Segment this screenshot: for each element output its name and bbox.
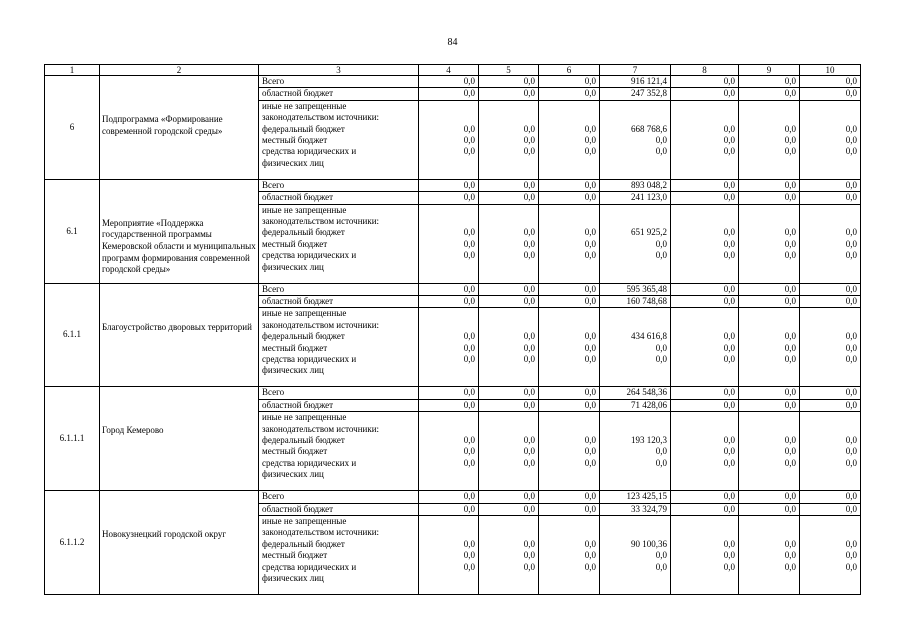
amount-value: 0,0 <box>655 446 667 457</box>
amount-value: 0,0 <box>584 250 596 261</box>
amount-cell: 160 748,68 <box>600 296 671 308</box>
column-header: 2 <box>100 65 259 76</box>
amount-cell <box>479 516 539 595</box>
amount-value: 0,0 <box>723 123 735 134</box>
funding-source: местный бюджет <box>262 134 328 145</box>
funding-source-cont: физических лиц <box>262 261 324 272</box>
amount-value: 0,0 <box>784 446 796 457</box>
amount-cell: 0,0 <box>739 491 800 503</box>
amount-cell: 0,0 <box>539 296 600 308</box>
amount-cell: 0,0 <box>419 491 479 503</box>
amount-cell: 0,0 <box>739 88 800 100</box>
funding-source-group <box>259 100 419 179</box>
amount-value: 0,0 <box>845 435 857 446</box>
amount-value: 0,0 <box>784 331 796 342</box>
amount-cell: 0,0 <box>419 88 479 100</box>
amount-value: 0,0 <box>463 550 475 561</box>
amount-cell: 0,0 <box>800 503 861 515</box>
amount-value: 0,0 <box>584 331 596 342</box>
funding-source-cont: физических лиц <box>262 365 324 376</box>
amount-value: 0,0 <box>463 250 475 261</box>
funding-source: местный бюджет <box>262 550 328 561</box>
amount-cell <box>539 412 600 491</box>
funding-source: федеральный бюджет <box>262 435 345 446</box>
amount-value: 0,0 <box>584 435 596 446</box>
funding-source-group <box>259 516 419 595</box>
amount-value: 0,0 <box>655 146 667 157</box>
amount-cell: 0,0 <box>800 88 861 100</box>
amount-cell: 0,0 <box>419 387 479 399</box>
funding-source: местный бюджет <box>262 446 328 457</box>
amount-value: 0,0 <box>463 446 475 457</box>
amount-cell: 0,0 <box>419 283 479 295</box>
amount-cell: 264 548,36 <box>600 387 671 399</box>
amount-value: 0,0 <box>845 134 857 145</box>
amount-cell <box>479 204 539 283</box>
amount-cell: 0,0 <box>539 179 600 191</box>
amount-cell <box>479 308 539 387</box>
amount-value: 0,0 <box>655 342 667 353</box>
amount-value: 0,0 <box>723 331 735 342</box>
amount-cell <box>739 516 800 595</box>
other-sources-label: законодательством источники: <box>262 112 380 123</box>
amount-value: 0,0 <box>463 354 475 364</box>
amount-value: 0,0 <box>463 146 475 157</box>
amount-cell: 0,0 <box>739 283 800 295</box>
amount-cell: 241 123,0 <box>600 192 671 204</box>
amount-value: 0,0 <box>784 550 796 561</box>
item-number: 6.1.1.1 <box>45 387 100 491</box>
amount-cell <box>600 204 671 283</box>
amount-value: 0,0 <box>723 250 735 261</box>
amount-value: 0,0 <box>655 238 667 249</box>
amount-value: 0,0 <box>784 250 796 261</box>
amount-value: 0,0 <box>584 146 596 157</box>
amount-cell <box>739 100 800 179</box>
funding-source-cont: физических лиц <box>262 573 324 584</box>
item-name: Город Кемерово <box>100 387 259 491</box>
amount-value: 0,0 <box>845 227 857 238</box>
table-row <box>45 76 861 88</box>
amount-cell: 0,0 <box>739 399 800 411</box>
amount-cell: 0,0 <box>739 76 800 88</box>
page-number: 84 <box>447 37 458 48</box>
amount-value: 0,0 <box>845 238 857 249</box>
funding-source: средства юридических и <box>262 146 357 157</box>
amount-value: 0,0 <box>845 123 857 134</box>
amount-cell: 0,0 <box>539 491 600 503</box>
other-sources-label: законодательством источники: <box>262 216 380 227</box>
amount-value: 0,0 <box>523 238 535 249</box>
amount-cell: 0,0 <box>671 88 739 100</box>
amount-value: 434 616,8 <box>631 331 667 342</box>
funding-source: Всего <box>259 491 419 503</box>
amount-cell: 0,0 <box>800 283 861 295</box>
amount-value: 0,0 <box>784 354 796 364</box>
amount-value: 0,0 <box>655 250 667 261</box>
budget-table <box>44 64 861 595</box>
amount-value: 0,0 <box>463 227 475 238</box>
amount-value: 0,0 <box>523 538 535 549</box>
amount-cell: 0,0 <box>739 192 800 204</box>
amount-cell <box>419 204 479 283</box>
amount-cell: 0,0 <box>671 503 739 515</box>
funding-source: средства юридических и <box>262 354 357 364</box>
amount-value: 0,0 <box>723 550 735 561</box>
amount-value: 0,0 <box>655 354 667 364</box>
column-header: 7 <box>600 65 671 76</box>
amount-cell: 0,0 <box>539 192 600 204</box>
funding-source: федеральный бюджет <box>262 331 345 342</box>
table-row <box>45 283 861 295</box>
amount-value: 0,0 <box>784 538 796 549</box>
other-sources-label: законодательством источники: <box>262 319 380 330</box>
amount-value: 651 925,2 <box>631 227 667 238</box>
amount-cell: 33 324,79 <box>600 503 671 515</box>
amount-cell: 0,0 <box>539 88 600 100</box>
amount-cell: 0,0 <box>671 179 739 191</box>
column-header: 10 <box>800 65 861 76</box>
amount-cell: 0,0 <box>479 387 539 399</box>
amount-cell <box>600 516 671 595</box>
amount-cell: 0,0 <box>479 179 539 191</box>
amount-value: 668 768,6 <box>631 123 667 134</box>
amount-cell <box>739 204 800 283</box>
amount-cell: 0,0 <box>419 192 479 204</box>
amount-cell <box>419 516 479 595</box>
amount-cell: 0,0 <box>671 399 739 411</box>
amount-value: 0,0 <box>723 342 735 353</box>
column-header: 9 <box>739 65 800 76</box>
amount-value: 0,0 <box>655 457 667 468</box>
amount-value: 0,0 <box>723 538 735 549</box>
amount-cell <box>600 100 671 179</box>
amount-value: 0,0 <box>584 538 596 549</box>
amount-value: 0,0 <box>723 146 735 157</box>
amount-value: 0,0 <box>845 354 857 364</box>
funding-source-group <box>259 308 419 387</box>
table-row <box>45 179 861 191</box>
amount-value: 0,0 <box>523 227 535 238</box>
amount-value: 0,0 <box>845 342 857 353</box>
funding-source: областной бюджет <box>259 399 419 411</box>
amount-value: 0,0 <box>584 123 596 134</box>
amount-value: 0,0 <box>784 123 796 134</box>
amount-cell <box>800 308 861 387</box>
amount-cell <box>800 516 861 595</box>
item-name: Новокузнецкий городской округ <box>100 491 259 595</box>
amount-cell: 0,0 <box>479 296 539 308</box>
table-row <box>45 387 861 399</box>
funding-source: федеральный бюджет <box>262 123 345 134</box>
column-header: 5 <box>479 65 539 76</box>
amount-cell: 71 428,06 <box>600 399 671 411</box>
amount-cell <box>671 412 739 491</box>
amount-cell <box>671 204 739 283</box>
amount-cell: 0,0 <box>539 283 600 295</box>
funding-source: средства юридических и <box>262 250 357 261</box>
amount-cell: 0,0 <box>479 491 539 503</box>
amount-value: 0,0 <box>463 123 475 134</box>
amount-cell <box>539 100 600 179</box>
other-sources-label: иные не запрещенные <box>262 308 347 319</box>
amount-value: 193 120,3 <box>631 435 667 446</box>
amount-cell: 0,0 <box>800 387 861 399</box>
item-number: 6 <box>45 76 100 180</box>
column-header: 1 <box>45 65 100 76</box>
column-header: 6 <box>539 65 600 76</box>
amount-cell: 0,0 <box>479 283 539 295</box>
amount-value: 0,0 <box>784 146 796 157</box>
amount-value: 0,0 <box>723 457 735 468</box>
item-number: 6.1 <box>45 179 100 283</box>
amount-value: 0,0 <box>655 561 667 572</box>
funding-source: федеральный бюджет <box>262 227 345 238</box>
amount-value: 0,0 <box>845 457 857 468</box>
item-name: Подпрограмма «Формирование современной городской среды» <box>100 76 259 180</box>
other-sources-label: иные не запрещенные <box>262 204 347 215</box>
amount-value: 0,0 <box>845 250 857 261</box>
table-row <box>45 491 861 503</box>
amount-cell: 0,0 <box>539 76 600 88</box>
funding-source: местный бюджет <box>262 342 328 353</box>
amount-value: 0,0 <box>584 227 596 238</box>
amount-cell: 0,0 <box>539 399 600 411</box>
amount-value: 0,0 <box>523 435 535 446</box>
amount-cell <box>671 308 739 387</box>
amount-cell: 0,0 <box>539 503 600 515</box>
amount-value: 0,0 <box>845 561 857 572</box>
amount-value: 0,0 <box>723 446 735 457</box>
amount-value: 0,0 <box>784 457 796 468</box>
other-sources-label: иные не запрещенные <box>262 516 347 527</box>
item-number: 6.1.1 <box>45 283 100 387</box>
amount-cell <box>419 412 479 491</box>
funding-source: Всего <box>259 76 419 88</box>
amount-cell: 0,0 <box>419 399 479 411</box>
amount-value: 0,0 <box>463 561 475 572</box>
amount-cell <box>600 412 671 491</box>
amount-cell <box>539 204 600 283</box>
amount-cell <box>800 204 861 283</box>
funding-source: областной бюджет <box>259 88 419 100</box>
amount-cell <box>800 100 861 179</box>
amount-value: 0,0 <box>463 435 475 446</box>
amount-cell: 0,0 <box>479 399 539 411</box>
funding-source-group <box>259 204 419 283</box>
amount-cell <box>479 100 539 179</box>
funding-source: Всего <box>259 283 419 295</box>
amount-value: 0,0 <box>584 561 596 572</box>
amount-value: 0,0 <box>523 250 535 261</box>
amount-cell <box>671 516 739 595</box>
amount-cell: 893 048,2 <box>600 179 671 191</box>
funding-source: местный бюджет <box>262 238 328 249</box>
amount-cell: 595 365,48 <box>600 283 671 295</box>
amount-value: 0,0 <box>523 354 535 364</box>
amount-cell: 0,0 <box>800 192 861 204</box>
amount-value: 0,0 <box>463 238 475 249</box>
funding-source: Всего <box>259 387 419 399</box>
amount-value: 0,0 <box>463 342 475 353</box>
amount-value: 0,0 <box>723 227 735 238</box>
other-sources-label: иные не запрещенные <box>262 100 347 111</box>
amount-cell: 0,0 <box>739 179 800 191</box>
amount-value: 0,0 <box>845 331 857 342</box>
funding-source-cont: физических лиц <box>262 469 324 480</box>
funding-source: средства юридических и <box>262 457 357 468</box>
amount-cell: 0,0 <box>539 387 600 399</box>
amount-value: 0,0 <box>463 331 475 342</box>
amount-cell: 0,0 <box>419 296 479 308</box>
amount-cell <box>739 412 800 491</box>
amount-value: 0,0 <box>584 134 596 145</box>
funding-source: областной бюджет <box>259 503 419 515</box>
amount-cell <box>600 308 671 387</box>
column-header-row <box>45 65 861 76</box>
other-sources-label: законодательством источники: <box>262 527 380 538</box>
other-sources-label: иные не запрещенные <box>262 412 347 423</box>
amount-value: 0,0 <box>523 550 535 561</box>
other-sources-label: законодательством источники: <box>262 423 380 434</box>
amount-cell: 0,0 <box>419 503 479 515</box>
amount-cell <box>671 100 739 179</box>
amount-cell: 0,0 <box>739 387 800 399</box>
amount-value: 0,0 <box>584 354 596 364</box>
amount-cell <box>479 412 539 491</box>
amount-value: 0,0 <box>523 331 535 342</box>
amount-value: 0,0 <box>523 561 535 572</box>
amount-value: 0,0 <box>584 446 596 457</box>
amount-cell: 0,0 <box>479 192 539 204</box>
amount-cell <box>539 516 600 595</box>
amount-value: 0,0 <box>584 550 596 561</box>
amount-cell: 0,0 <box>671 76 739 88</box>
funding-source: федеральный бюджет <box>262 538 345 549</box>
amount-cell <box>539 308 600 387</box>
amount-value: 0,0 <box>463 134 475 145</box>
funding-source: областной бюджет <box>259 296 419 308</box>
column-header: 8 <box>671 65 739 76</box>
amount-cell <box>739 308 800 387</box>
amount-cell: 0,0 <box>671 283 739 295</box>
funding-source: средства юридических и <box>262 561 357 572</box>
amount-value: 0,0 <box>523 457 535 468</box>
amount-value: 0,0 <box>584 238 596 249</box>
amount-cell: 0,0 <box>800 76 861 88</box>
amount-value: 0,0 <box>523 342 535 353</box>
amount-value: 0,0 <box>784 238 796 249</box>
amount-cell: 0,0 <box>671 296 739 308</box>
amount-cell <box>419 308 479 387</box>
amount-value: 0,0 <box>655 550 667 561</box>
amount-cell: 0,0 <box>671 491 739 503</box>
amount-cell: 0,0 <box>419 179 479 191</box>
funding-source-cont: физических лиц <box>262 157 324 168</box>
amount-cell: 123 425,15 <box>600 491 671 503</box>
amount-value: 0,0 <box>723 354 735 364</box>
amount-value: 0,0 <box>723 561 735 572</box>
amount-cell: 0,0 <box>479 503 539 515</box>
amount-cell <box>419 100 479 179</box>
amount-cell: 0,0 <box>479 76 539 88</box>
amount-cell: 0,0 <box>800 179 861 191</box>
amount-cell: 0,0 <box>739 503 800 515</box>
item-name: Благоустройство дворовых территорий <box>100 283 259 387</box>
amount-value: 0,0 <box>584 457 596 468</box>
amount-cell: 0,0 <box>800 399 861 411</box>
amount-value: 0,0 <box>845 538 857 549</box>
amount-value: 0,0 <box>584 342 596 353</box>
amount-value: 0,0 <box>723 134 735 145</box>
amount-value: 0,0 <box>845 550 857 561</box>
amount-cell: 916 121,4 <box>600 76 671 88</box>
item-name: Мероприятие «Поддержка государственной программы Кемеровской области и муниципальных программ формирования современной городской среды» <box>100 179 259 283</box>
amount-cell: 0,0 <box>800 296 861 308</box>
amount-value: 0,0 <box>523 123 535 134</box>
amount-value: 0,0 <box>784 227 796 238</box>
amount-value: 0,0 <box>523 146 535 157</box>
amount-cell: 0,0 <box>419 76 479 88</box>
amount-value: 0,0 <box>463 457 475 468</box>
funding-source: областной бюджет <box>259 192 419 204</box>
amount-cell: 247 352,8 <box>600 88 671 100</box>
amount-value: 0,0 <box>784 561 796 572</box>
amount-cell: 0,0 <box>671 387 739 399</box>
item-number: 6.1.1.2 <box>45 491 100 595</box>
amount-value: 0,0 <box>463 538 475 549</box>
amount-cell <box>800 412 861 491</box>
amount-cell: 0,0 <box>479 88 539 100</box>
amount-value: 0,0 <box>655 134 667 145</box>
amount-cell: 0,0 <box>739 296 800 308</box>
funding-source-group <box>259 412 419 491</box>
amount-value: 0,0 <box>845 146 857 157</box>
amount-value: 0,0 <box>523 446 535 457</box>
amount-value: 0,0 <box>523 134 535 145</box>
amount-value: 90 100,36 <box>631 538 667 549</box>
amount-value: 0,0 <box>784 435 796 446</box>
amount-value: 0,0 <box>845 446 857 457</box>
amount-value: 0,0 <box>784 134 796 145</box>
amount-cell: 0,0 <box>800 491 861 503</box>
amount-value: 0,0 <box>723 238 735 249</box>
funding-source: Всего <box>259 179 419 191</box>
amount-cell: 0,0 <box>671 192 739 204</box>
column-header: 4 <box>419 65 479 76</box>
amount-value: 0,0 <box>723 435 735 446</box>
column-header: 3 <box>259 65 419 76</box>
amount-value: 0,0 <box>784 342 796 353</box>
